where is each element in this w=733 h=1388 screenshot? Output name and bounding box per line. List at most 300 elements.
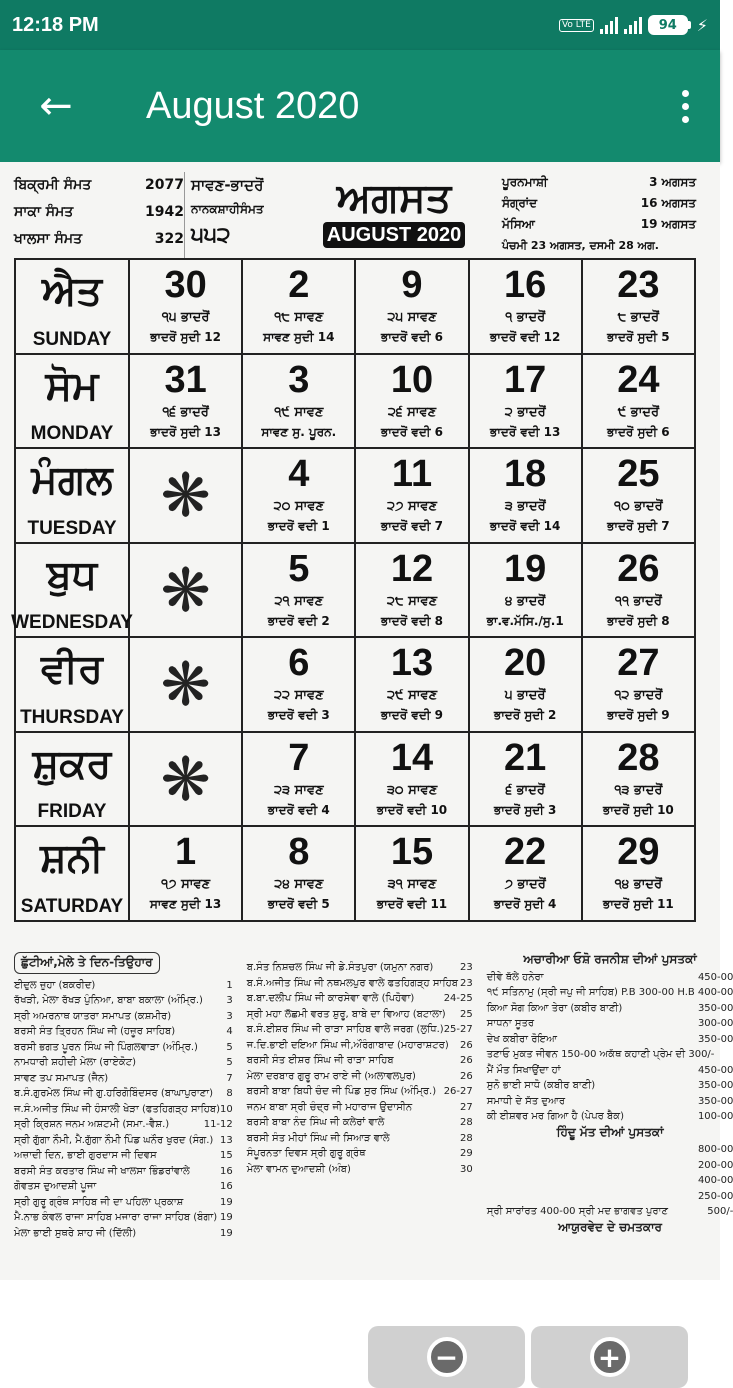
lunar-date: ਭਾਦਰੋਂ ਸੁਦੀ 5 (607, 330, 670, 344)
date-number: 8 (288, 831, 310, 873)
date-cell (130, 355, 243, 450)
lunar-date: ਭਾਦਰੋਂ ਸੁਦੀ 6 (607, 424, 670, 439)
zoom-out-button[interactable] (368, 1326, 525, 1388)
weekday-punjabi: ਵੀਰ (41, 646, 103, 692)
list-item-value: 1 (226, 979, 233, 991)
weekday-english: FRIDAY (37, 801, 107, 822)
date-number: 27 (617, 642, 660, 684)
holiday-row (14, 1102, 233, 1118)
lunar-date: ਭਾਦਰੋਂ ਸੁਦੀ 3 (493, 802, 557, 817)
list-item-text: ਦੇਖ ਕਬੀਰਾ ਰੋਇਆ (486, 1033, 557, 1045)
date-cell (130, 733, 243, 828)
nanakshahi-date: ੧੭ ਸਾਵਣ (161, 877, 211, 892)
list-item-text: ਕਿਆ ਸੋਗ ਕਿਆ ਤੇਰਾ (ਕਬੀਰ ਬਾਣੀ) (486, 1002, 623, 1014)
flower-ornament-icon: ❋ (160, 461, 211, 531)
list-item-text: ਸ੍ਰੀ ਗੁਰੂ ਗ੍ਰੰਥ ਸਾਹਿਬ ਜੀ ਦਾ ਪਹਿਲਾ ਪ੍ਰਕਾਸ਼ (14, 1196, 184, 1208)
date-cell (583, 638, 696, 733)
list-item-value: 500/- (707, 1206, 733, 1217)
date-cell (470, 544, 583, 639)
date-cell (470, 260, 583, 355)
lunar-value: 19 ਅਗਸਤ (640, 217, 696, 231)
date-cell (583, 355, 696, 450)
nanakshahi-date: ੨੪ ਸਾਵਣ (274, 877, 324, 892)
lunar-date: ਭਾਦਰੋਂ ਵਦੀ 2 (267, 613, 330, 628)
list-item-text: ਬ.ਸੰ.ਗੁਰਮੇਲ ਸਿੰਘ ਜੀ ਗੁ.ਹਰਿਗੋਬਿੰਦਸਰ (ਬਾਘਾਪੁਰਾਣਾ) (14, 1088, 214, 1099)
list-item-text: ਮੇਲਾ ਭਾਈ ਸੁਥਰੇ ਸ਼ਾਹ ਜੀ (ਦਿੱਲੀ) (14, 1227, 137, 1239)
holiday-row (14, 1210, 233, 1226)
list-item-value: 29 (460, 1148, 473, 1159)
nanakshahi-date: ੧੮ ਸਾਵਣ (274, 310, 324, 325)
date-number: 11 (391, 453, 433, 495)
holiday-row (14, 1179, 233, 1195)
list-item-text: ਦੀਵੇ ਥੱਲੇ ਹਨੇਰਾ (486, 971, 544, 983)
nanakshahi-date: ੧੯ ਸਾਵਣ (274, 404, 324, 420)
list-item-text: ਬਰਸੀ ਬਾਬਾ ਨੰਦ ਸਿੰਘ ਜੀ ਕਲੇਰਾਂ ਵਾਲੇ (246, 1117, 385, 1128)
list-item-text: ਸਾਧਨਾ ਸੂਤਰ (486, 1018, 535, 1029)
book-row (487, 1094, 733, 1110)
list-item-value: 5 (226, 1041, 233, 1053)
book-row (487, 985, 733, 1001)
list-item-value: 28 (460, 1132, 473, 1144)
lunar-label: ਮੱਸਿਆ (502, 217, 535, 231)
nanakshahi-date: ੪ ਭਾਦਰੋਂ (505, 593, 546, 609)
date-cell (130, 449, 243, 544)
book-row (487, 1063, 733, 1079)
lunar-value: 16 ਅਗਸਤ (640, 196, 696, 210)
date-number: 15 (390, 831, 434, 873)
lunar-date: ਭਾਦਰੋਂ ਵਦੀ 11 (376, 897, 448, 911)
list-item-value: 450-00 (697, 971, 733, 983)
lunar-date: ਭਾਦਰੋਂ ਸੁਦੀ 10 (603, 802, 674, 817)
list-item-value: 23 (460, 962, 473, 973)
lunar-date: ਸਾਵਣ ਸੁ. ਪੂਰਨ. (261, 424, 337, 439)
date-cell (243, 638, 356, 733)
nanakshahi-date: ੩ ਭਾਦਰੋਂ (504, 499, 546, 514)
date-number: 28 (617, 736, 660, 779)
date-cell (583, 449, 696, 544)
date-number: 17 (504, 358, 547, 401)
list-item-text: ਜ.ਦਿ.ਭਾਈ ਦਇਆ ਸਿੰਘ ਜੀ,ਔਰੰਗਾਬਾਦ (ਮਹਾਰਾਸ਼ਟਰ) (246, 1039, 449, 1051)
list-item-text: ਈਦੁਲ ਜ਼ੁਹਾ (ਬਕਰੀਦ) (14, 979, 96, 991)
book-row (487, 1158, 733, 1174)
date-number: 31 (164, 358, 207, 401)
date-cell (583, 260, 696, 355)
calendar-grid (11, 260, 696, 922)
calendar-image[interactable] (0, 162, 733, 1374)
nanakshahi-date: ੨੦ ਸਾਵਣ (273, 499, 324, 514)
list-item-text: ਬਰਸੀ ਸੰਤ ਕਰਤਾਰ ਸਿੰਘ ਜੀ ਖਾਲਸਾ ਭਿੰਡਰਾਂਵਾਲੇ (14, 1165, 190, 1177)
hindu-books-title: ਹਿੰਦੂ ਮੱਤ ਦੀਆਂ ਪੁਸਤਕਾਂ (556, 1124, 664, 1139)
list-item-text: ਮੈ.ਨਾਭ ਕੰਵਲ ਰਾਜਾ ਸਾਹਿਬ ਮਜਾਰਾ ਰਾਜਾ ਸਾਹਿਬ (ਬੰਗਾ) (14, 1212, 218, 1223)
list-item-text: ਸਮਾਧੀ ਦੇ ਸੱਤ ਦੁਆਰ (486, 1095, 566, 1107)
book-row (487, 1142, 733, 1158)
holiday-row (247, 1007, 473, 1023)
date-number: 25 (617, 453, 660, 495)
nanakshahi-date: ੩੦ ਸਾਵਣ (386, 782, 438, 798)
charging-icon: ⚡ (696, 15, 708, 35)
holiday-row (14, 1117, 233, 1133)
list-item-text: ਨਾਮਧਾਰੀ ਸ਼ਹੀਦੀ ਮੇਲਾ (ਰਾਏਕੋਟ) (14, 1057, 136, 1068)
list-item-value: 200-00 (697, 1159, 733, 1171)
holiday-row (14, 993, 233, 1009)
list-item-text: ੧੯ ਸਤਿਨਾਮੁ (ਸ੍ਰੀ ਜਪੁ ਜੀ ਸਾਹਿਬ) P.B 300-00 H.B 400-00 (486, 987, 733, 998)
lunar-value: 3 ਅਗਸਤ (649, 175, 696, 189)
lunar-date: ਭਾਦਰੋਂ ਵਦੀ 8 (381, 613, 443, 628)
date-cell (356, 449, 469, 544)
holiday-row (247, 976, 473, 992)
holiday-row (14, 1071, 233, 1087)
overflow-menu-icon[interactable] (650, 50, 720, 162)
holidays-column-1 (14, 952, 233, 1241)
nanakshahi-date: ੭ ਭਾਦਰੋਂ (504, 877, 546, 892)
date-number: 5 (288, 547, 310, 590)
list-item-text: ਬ.ਸੰ.ਈਸ਼ਰ ਸਿੰਘ ਜੀ ਰਾੜਾ ਸਾਹਿਬ ਵਾਲੇ ਜਰਗ (ਲੁਧਿ.) (246, 1024, 444, 1035)
weekday-english: SATURDAY (20, 895, 124, 917)
samvat-value: 2077 (145, 177, 184, 193)
lunar-date: ਭਾਦਰੋਂ ਵਦੀ 7 (381, 519, 443, 533)
date-number: 7 (288, 736, 310, 779)
holiday-row (14, 1226, 233, 1242)
weekday-label (11, 544, 133, 639)
lunar-date: ਭਾ.ਵ.ਮੱਸਿ./ਸੁ.1 (486, 613, 564, 628)
flower-ornament-icon: ❋ (160, 650, 211, 720)
list-item-value: 450-00 (697, 1064, 733, 1076)
book-row (487, 1109, 733, 1125)
lunar-date: ਭਾਦਰੋਂ ਸੁਦੀ 4 (493, 897, 557, 911)
lunar-date: ਭਾਦਰੋਂ ਵਦੀ 3 (267, 708, 330, 722)
weekday-label (16, 638, 130, 733)
status-time: 12:18 PM (12, 13, 99, 36)
nanakshahi-date: ੧ ਭਾਦਰੋਂ (505, 310, 546, 325)
list-item-text: ਸਾਵਣ ਤਪ ਸਮਾਪਤ (ਜੈਨ) (14, 1072, 109, 1084)
nanakshahi-date: ੧੦ ਭਾਦਰੋਂ (614, 499, 663, 514)
weekday-english: SUNDAY (32, 328, 112, 350)
list-item-value: 10 (220, 1103, 233, 1115)
weekday-label (16, 260, 130, 355)
date-cell (356, 733, 469, 828)
list-item-text: ਮੇਲਾ ਦਰਬਾਰ ਗੁਰੂ ਰਾਮ ਰਾਏ ਜੀ (ਅਲਾਵਲਪੁਰ) (246, 1070, 416, 1082)
list-item-text: ਸ੍ਰੀ ਸਾਰਾਂਰਤ 400-00 ਸ੍ਰੀ ਮਦ ਭਾਗਵਤ ਪੁਰਾਣ (486, 1206, 668, 1217)
list-item-text: ਬ.ਬਾ.ਦਲੀਪ ਸਿੰਘ ਜੀ ਕਾਰਸੇਵਾ ਵਾਲੇ (ਪਿਹੋਵਾ) (246, 993, 415, 1004)
battery-icon (648, 15, 691, 35)
nanakshahi-date: ੧੩ ਭਾਦਰੋਂ (614, 782, 663, 798)
date-cell (130, 827, 243, 922)
weekday-english: THURSDAY (20, 706, 124, 728)
list-item-value: 25 (460, 1008, 473, 1020)
nanakshahi-date: ੨੨ ਸਾਵਣ (273, 688, 324, 703)
weekday-punjabi: ਸ਼ੁਕਰ (32, 740, 112, 787)
list-item-value: 19 (220, 1212, 233, 1223)
list-item-value: 26 (460, 1055, 473, 1066)
list-item-value: 3 (226, 1010, 233, 1022)
date-number: 6 (288, 642, 310, 684)
holiday-row (247, 1022, 473, 1038)
list-item-value: 8 (226, 1088, 233, 1099)
list-item-value: 26-27 (443, 1086, 473, 1097)
date-number: 21 (504, 736, 547, 779)
date-cell (583, 733, 696, 828)
date-number: 26 (617, 547, 660, 590)
lunar-date: ਭਾਦਰੋਂ ਵਦੀ 12 (490, 330, 561, 344)
nanakshahi-date: ੧੨ ਭਾਦਰੋਂ (614, 688, 663, 703)
holiday-row (14, 1024, 233, 1040)
list-item-value: 26 (460, 1070, 473, 1082)
weekday-punjabi: ਮੰਗਲ (31, 457, 113, 503)
list-item-text: ਸ੍ਰੀ ਮਹਾ ਲੱਛਮੀ ਵਰਤ ਸ਼ੁਰੂ, ਬਾਬੇ ਦਾ ਵਿਆਹ (ਬਟਾਲਾ) (246, 1008, 446, 1020)
holiday-row (247, 1131, 473, 1147)
list-item-text: ਸ੍ਰੀ ਗੁੱਗਾ ਨੌਮੀ, ਮੈ.ਗੁੱਗਾ ਨੌਮੀ ਪਿੰਡ ਘਨੌਰ ਖੁਰਦ (ਸੰਗ.) (14, 1134, 214, 1146)
list-item-value: 100-00 (697, 1111, 733, 1122)
book-row (487, 970, 733, 986)
date-number: 19 (504, 547, 547, 590)
list-item-value: 15 (220, 1150, 233, 1161)
list-item-value: 350-00 (697, 1033, 733, 1045)
lunar-date: ਭਾਦਰੋਂ ਸੁਦੀ 2 (493, 708, 557, 722)
list-item-value: 3 (226, 995, 233, 1006)
nanakshahi-date: ੨੫ ਸਾਵਣ (387, 310, 437, 325)
list-item-text: ਬਰਸੀ ਭਗਤ ਪੂਰਨ ਸਿੰਘ ਜੀ ਪਿੰਗਲਵਾੜਾ (ਅੰਮ੍ਰਿ.) (14, 1041, 198, 1053)
date-cell (356, 260, 469, 355)
holiday-row (247, 1084, 473, 1100)
weekday-punjabi: ਐਤ (42, 268, 102, 314)
date-number: 3 (288, 358, 310, 401)
book-row (487, 1001, 733, 1017)
list-item-value: 11-12 (203, 1119, 233, 1130)
weekday-english: TUESDAY (27, 517, 117, 539)
zoom-in-button[interactable] (531, 1326, 688, 1388)
list-item-text: ਬ.ਸੰਤ ਨਿਸ਼ਚਲ ਸਿੰਘ ਜੀ ਡੇ.ਸੰਤਪੁਰਾ (ਯਮੁਨਾ ਨਗਰ) (246, 962, 434, 973)
lunar-date: ਭਾਦਰੋਂ ਵਦੀ 6 (381, 424, 443, 439)
zoom-in-icon: + (590, 1337, 630, 1377)
date-number: 14 (390, 736, 434, 779)
list-item-text: ਕੀ ਈਸ਼ਵਰ ਮਰ ਗਿਆ ਹੈ (ਪੇਪਰ ਬੈਕ) (486, 1111, 624, 1122)
holiday-row (14, 1086, 233, 1102)
list-item-text: ਮੈਂ ਮੌਤ ਸਿਖਾਉਂਦਾ ਹਾਂ (486, 1064, 561, 1076)
holidays-title: ਛੁੱਟੀਆਂ,ਮੇਲੇ ਤੇ ਦਿਨ-ਤਿਉਹਾਰ (14, 952, 160, 974)
holiday-row (247, 1069, 473, 1085)
nanakshahi-date: ੨੮ ਸਾਵਣ (386, 593, 438, 609)
holiday-row (247, 1146, 473, 1162)
page-title: August 2020 (146, 84, 360, 127)
punjabi-month: ਅਗਸਤ (336, 175, 452, 221)
list-item-text: ਸ੍ਰੀ ਅਮਰਨਾਥ ਯਾਤਰਾ ਸਮਾਪਤ (ਕਸ਼ਮੀਰ) (14, 1010, 172, 1022)
list-item-text: ਬਰਸੀ ਸੰਤ ਮੀਹਾਂ ਸਿੰਘ ਜੀ ਸਿਆੜ ਵਾਲੇ (246, 1132, 390, 1144)
date-cell (130, 260, 243, 355)
list-item-text: ਤਣਾਓ ਮੁਕਤ ਜੀਵਨ 150-00 ਅਕੱਥ ਕਹਾਣੀ ਪ੍ਰੇਮ ਦੀ 300/- (486, 1049, 715, 1060)
list-item-value: 400-00 (697, 1175, 733, 1186)
weekday-label (16, 355, 130, 450)
lunar-date: ਭਾਦਰੋਂ ਵਦੀ 13 (490, 424, 561, 439)
date-cell (130, 638, 243, 733)
book-row (487, 1016, 733, 1032)
date-cell (356, 355, 469, 450)
list-item-value: 16 (220, 1165, 233, 1177)
nanakshahi-date: ੧੧ ਭਾਦਰੋਂ (614, 593, 662, 609)
nanakshahi-info (184, 172, 294, 258)
holidays-section (14, 952, 733, 1241)
date-cell (470, 827, 583, 922)
holiday-row (14, 1055, 233, 1071)
lunar-date: ਭਾਦਰੋਂ ਵਦੀ 14 (490, 519, 561, 533)
list-item-text: ਸੁਨੋ ਭਾਈ ਸਾਧੋ (ਕਬੀਰ ਬਾਣੀ) (486, 1080, 596, 1091)
nanakshahi-date: ੨੬ ਸਾਵਣ (387, 404, 437, 420)
signal-icon (600, 16, 618, 34)
list-item-value: 23 (460, 977, 473, 989)
list-item-value: 26 (460, 1039, 473, 1051)
date-cell (356, 638, 469, 733)
nanakshahi-date: ੨੯ ਸਾਵਣ (386, 688, 438, 703)
date-number: 22 (504, 831, 547, 873)
date-cell (470, 355, 583, 450)
list-item-value: 300-00 (697, 1018, 733, 1029)
book-row (487, 1204, 733, 1220)
nanakshahi-date: ੩੧ ਸਾਵਣ (387, 877, 437, 892)
signal-2-icon (624, 16, 642, 34)
nanakshahi-date: ੨ ਭਾਦਰੋਂ (504, 404, 546, 420)
lunar-date: ਭਾਦਰੋਂ ਵਦੀ 5 (267, 897, 330, 911)
holiday-row (247, 991, 473, 1007)
list-item-text: ਅਜ਼ਾਦੀ ਦਿਨ, ਭਾਈ ਗੁਰਦਾਸ ਜੀ ਦਿਵਸ (14, 1150, 157, 1161)
list-item-text: ਗੋਵਤਸ ਦੁਆਦਸ਼ੀ ਪੂਜਾ (14, 1181, 97, 1192)
holiday-row (14, 978, 233, 994)
date-number: 13 (390, 642, 434, 684)
zoom-out-icon: − (427, 1337, 467, 1377)
lunar-date: ਭਾਦਰੋਂ ਵਦੀ 4 (267, 802, 330, 817)
holiday-row (247, 1100, 473, 1116)
book-row (487, 1173, 733, 1189)
weekday-english: WEDNESDAY (11, 612, 133, 633)
date-number: 24 (617, 358, 660, 401)
date-number: 23 (617, 264, 660, 306)
battery-level: 94 (648, 15, 688, 35)
date-cell (243, 260, 356, 355)
list-item-value: 4 (226, 1026, 233, 1037)
lunar-date: ਭਾਦਰੋਂ ਸੁਦੀ 12 (150, 330, 221, 344)
lunar-date: ਭਾਦਰੋਂ ਵਦੀ 1 (267, 519, 330, 533)
date-cell (130, 544, 243, 639)
nanakshahi-date: ੧੬ ਭਾਦਰੋਂ (162, 404, 209, 420)
list-item-value: 350-00 (697, 1095, 733, 1107)
book-row (487, 1078, 733, 1094)
lunar-date: ਭਾਦਰੋਂ ਵਦੀ 6 (381, 330, 443, 344)
date-cell (243, 827, 356, 922)
list-item-value: 7 (226, 1072, 233, 1084)
weekday-label (16, 449, 130, 544)
lunar-label: ਪੂਰਨਮਾਸ਼ੀ (502, 175, 548, 189)
samvat-label: ਬਿਕ੍ਰਮੀ ਸੰਮਤ (14, 177, 92, 193)
lunar-date: ਭਾਦਰੋਂ ਸੁਦੀ 9 (607, 708, 670, 722)
list-item-value: 27 (460, 1101, 473, 1113)
list-item-value: 19 (220, 1196, 233, 1208)
list-item-value: 5 (226, 1057, 233, 1068)
lunar-date: ਭਾਦਰੋਂ ਸੁਦੀ 8 (607, 613, 670, 628)
nanakshahi-date: ੨੧ ਸਾਵਣ (274, 593, 324, 609)
date-cell (356, 827, 469, 922)
app-bar (0, 50, 720, 162)
lunar-label: ਪੰਚਮੀ 23 ਅਗਸਤ, ਦਸਮੀ 28 ਅਗ. (502, 239, 659, 252)
date-number: 16 (504, 264, 547, 306)
flower-ornament-icon: ❋ (160, 744, 211, 815)
holiday-row (14, 1040, 233, 1056)
date-cell (470, 638, 583, 733)
list-item-value: 250-00 (697, 1190, 733, 1202)
saka-label: ਸਾਕਾ ਸੰਮਤ (14, 204, 74, 220)
lunar-date: ਭਾਦਰੋਂ ਸੁਦੀ 11 (603, 897, 674, 911)
list-item-text: ਜਨਮ ਬਾਬਾ ਸ੍ਰੀ ਚੰਦ੍ਰ ਜੀ ਮਹਾਰਾਜ ਉਦਾਸੀਨ (246, 1101, 413, 1113)
volte-icon: Vo LTE (559, 19, 594, 32)
date-cell (243, 449, 356, 544)
status-icons (559, 15, 708, 35)
lunar-label: ਸੰਗ੍ਰਾਂਦ (502, 196, 538, 210)
date-number: 30 (164, 264, 207, 306)
date-number: 20 (504, 642, 547, 684)
list-item-text: ਬ.ਸੰ.ਅਜੀਤ ਸਿੰਘ ਜੀ ਨਥਮਲਪੁਰ ਵਾਲੇ ਫਤਹਿਗੜ੍ਹ ਸਾਹਿਬ (246, 977, 458, 989)
list-item-value: 800-00 (697, 1144, 733, 1155)
calendar-page (11, 172, 696, 922)
book-row (487, 1189, 733, 1205)
holiday-row (14, 1148, 233, 1164)
list-item-value: 19 (220, 1227, 233, 1239)
lunar-date: ਸਾਵਣ ਸੁਦੀ 14 (263, 330, 335, 344)
lunar-date: ਭਾਦਰੋਂ ਵਦੀ 9 (381, 708, 443, 722)
holiday-row (14, 1164, 233, 1180)
month-pair: ਸਾਵਣ-ਭਾਦਰੋਂ (191, 176, 264, 194)
list-item-value: 30 (460, 1163, 473, 1175)
date-number: 18 (504, 453, 547, 495)
date-cell (356, 544, 469, 639)
khalsa-value: 322 (154, 231, 184, 247)
weekday-punjabi: ਬੁਧ (46, 551, 98, 598)
date-number: 4 (288, 453, 310, 495)
holiday-row (247, 1053, 473, 1069)
lunar-date: ਭਾਦਰੋਂ ਸੁਦੀ 13 (150, 424, 221, 439)
calendar-header (14, 172, 696, 260)
list-item-value: 24-25 (443, 993, 473, 1004)
date-number: 2 (288, 264, 310, 306)
list-item-value: 16 (220, 1181, 233, 1192)
holidays-column-2 (247, 952, 473, 1241)
lunar-info (494, 172, 696, 258)
nanakshahi-date: ੨੭ ਸਾਵਣ (387, 499, 437, 514)
date-cell (470, 449, 583, 544)
date-cell (243, 733, 356, 828)
nanakshahi-date: ੯ ਭਾਦਰੋਂ (617, 404, 660, 420)
saka-value: 1942 (145, 204, 184, 220)
list-item-value: 350-00 (697, 1002, 733, 1014)
holiday-row (247, 960, 473, 976)
nanakshahi-date: ੮ ਭਾਦਰੋਂ (617, 310, 660, 325)
flower-ornament-icon: ❋ (160, 555, 211, 626)
samvat-info (14, 172, 184, 258)
khalsa-label: ਖਾਲਸਾ ਸੰਮਤ (14, 231, 83, 247)
holiday-row (247, 1162, 473, 1178)
english-month: AUGUST 2020 (323, 222, 466, 248)
nanakshahi-date: ੨੩ ਸਾਵਣ (273, 782, 324, 798)
lunar-date: ਭਾਦਰੋਂ ਵਦੀ 10 (376, 802, 448, 817)
weekday-punjabi: ਸੋਮ (45, 362, 99, 409)
date-cell (470, 733, 583, 828)
date-cell (583, 544, 696, 639)
list-item-value: 13 (220, 1134, 233, 1146)
holiday-row (14, 1195, 233, 1211)
back-arrow-icon[interactable]: ← (39, 83, 73, 129)
date-number: 1 (175, 831, 197, 873)
list-item-text: ਬਰਸੀ ਬਾਬਾ ਬਿਧੀ ਚੰਦ ਜੀ ਪਿੰਡ ਸੁਰ ਸਿੰਘ (ਅੰਮ੍ਰਿ.) (246, 1086, 437, 1097)
holiday-row (247, 1115, 473, 1131)
weekday-english: MONDAY (30, 423, 114, 444)
date-number: 29 (617, 831, 660, 873)
list-item-text: ਮੇਲਾ ਵਾਮਨ ਦੁਆਦਸ਼ੀ (ਅੰਬ) (246, 1163, 351, 1175)
